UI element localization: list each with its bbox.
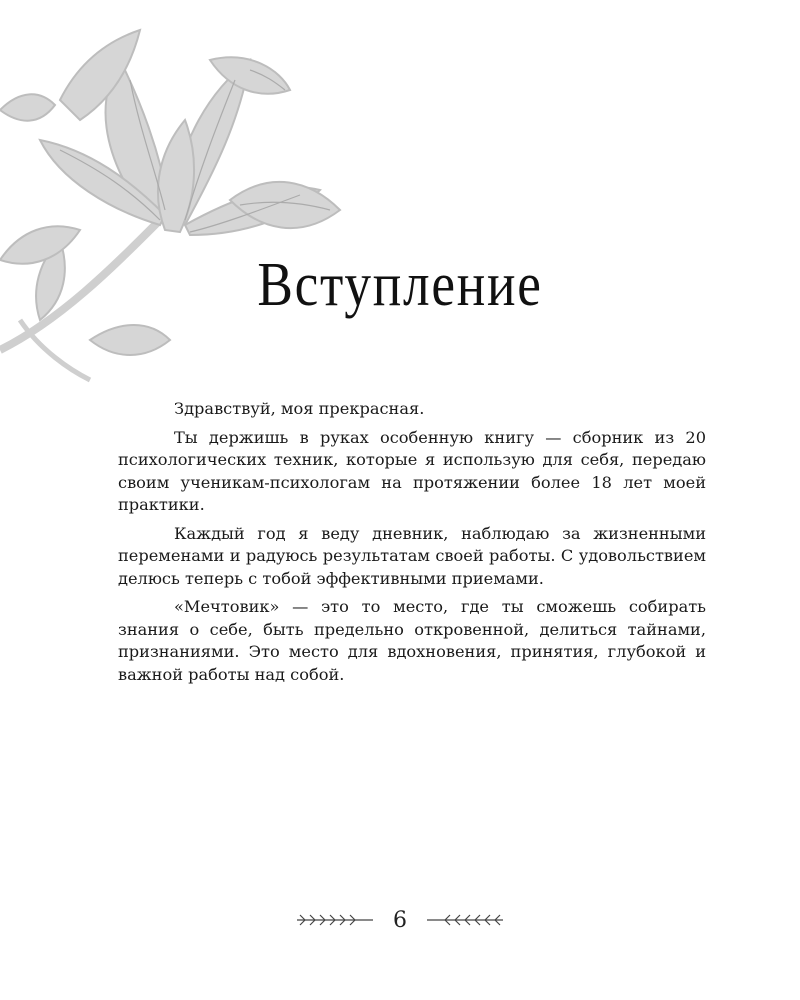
page-title: Вступление [257, 251, 543, 319]
page-number: 6 [393, 907, 407, 933]
paragraph: Ты держишь в руках особенную книгу — сборник из 20 психологических техник, которые я использую для себя, передаю своим ученикам-психологам на протяжении более 18 лет моей практики. [118, 427, 706, 514]
paragraph: Здравствуй, моя прекрасная. [174, 399, 425, 418]
leaf-sprig-right-icon [425, 910, 505, 930]
leaf-sprig-left-icon [295, 910, 375, 930]
body-text [118, 398, 706, 692]
page-footer [0, 900, 800, 940]
paragraph: «Мечтовик» — это то место, где ты сможешь собирать знания о себе, быть предельно откровенной, делиться тайнами, признаниями. Это место для вдохновения, принятия, глубокой и важной работы над собой. [118, 597, 706, 684]
magnolia-flower-illustration [0, 20, 350, 390]
paragraph: Каждый год я веду дневник, наблюдаю за жизненными переменами и радуюсь результатам своей работы. С удовольствием делюсь теперь с тобой эффективными приемами. [118, 523, 706, 588]
